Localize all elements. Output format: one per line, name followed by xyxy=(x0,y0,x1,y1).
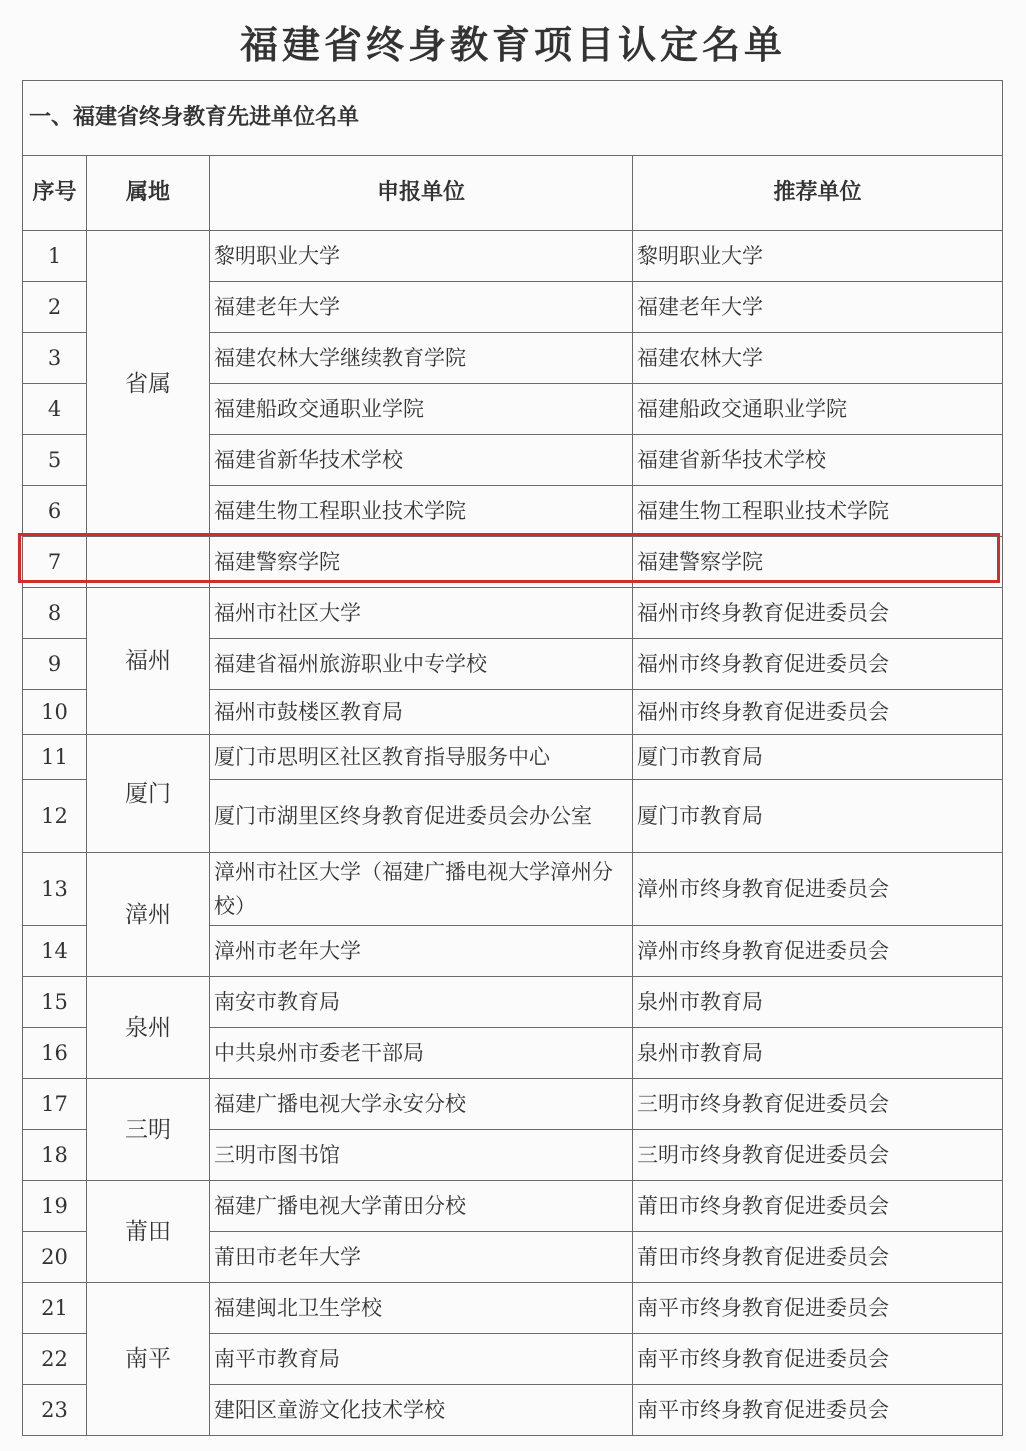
row-seq: 5 xyxy=(23,435,87,486)
row-unit: 福建老年大学 xyxy=(210,282,633,333)
table-row xyxy=(23,231,1003,282)
row-region: 南平 xyxy=(87,1283,210,1436)
row-seq: 7 xyxy=(23,537,87,588)
row-seq: 8 xyxy=(23,588,87,639)
row-unit: 厦门市湖里区终身教育促进委员会办公室 xyxy=(210,780,633,853)
row-seq: 19 xyxy=(23,1181,87,1232)
row-seq: 11 xyxy=(23,735,87,780)
row-seq: 18 xyxy=(23,1130,87,1181)
row-seq: 6 xyxy=(23,486,87,537)
row-recommender: 漳州市终身教育促进委员会 xyxy=(633,853,1003,926)
table-row xyxy=(23,588,1003,639)
row-recommender: 福州市终身教育促进委员会 xyxy=(633,588,1003,639)
row-unit: 漳州市社区大学（福建广播电视大学漳州分校） xyxy=(210,853,633,926)
table-row xyxy=(23,1181,1003,1232)
row-unit: 福州市鼓楼区教育局 xyxy=(210,690,633,735)
header-region: 属地 xyxy=(87,156,210,231)
row-unit: 福建广播电视大学莆田分校 xyxy=(210,1181,633,1232)
row-unit: 建阳区童游文化技术学校 xyxy=(210,1385,633,1436)
row-recommender: 福建省新华技术学校 xyxy=(633,435,1003,486)
row-recommender: 三明市终身教育促进委员会 xyxy=(633,1079,1003,1130)
header-unit: 申报单位 xyxy=(210,156,633,231)
row-unit: 福建农林大学继续教育学院 xyxy=(210,333,633,384)
row-recommender: 福州市终身教育促进委员会 xyxy=(633,690,1003,735)
row-recommender: 莆田市终身教育促进委员会 xyxy=(633,1232,1003,1283)
row-unit: 漳州市老年大学 xyxy=(210,926,633,977)
row-seq: 22 xyxy=(23,1334,87,1385)
row-recommender: 福建船政交通职业学院 xyxy=(633,384,1003,435)
row-seq: 15 xyxy=(23,977,87,1028)
row-unit: 福建省新华技术学校 xyxy=(210,435,633,486)
row-recommender: 黎明职业大学 xyxy=(633,231,1003,282)
row-recommender: 福建生物工程职业技术学院 xyxy=(633,486,1003,537)
row-recommender: 南平市终身教育促进委员会 xyxy=(633,1334,1003,1385)
row-unit: 莆田市老年大学 xyxy=(210,1232,633,1283)
table-row xyxy=(23,537,1003,588)
row-seq: 9 xyxy=(23,639,87,690)
row-recommender: 厦门市教育局 xyxy=(633,780,1003,853)
table-row xyxy=(23,1079,1003,1130)
table-row xyxy=(23,1283,1003,1334)
row-unit: 福建省福州旅游职业中专学校 xyxy=(210,639,633,690)
row-unit: 福建生物工程职业技术学院 xyxy=(210,486,633,537)
row-unit: 福建船政交通职业学院 xyxy=(210,384,633,435)
page-title: 福建省终身教育项目认定名单 xyxy=(239,23,786,67)
row-seq: 17 xyxy=(23,1079,87,1130)
table-header-row xyxy=(23,156,1003,231)
row-recommender: 南平市终身教育促进委员会 xyxy=(633,1283,1003,1334)
row-seq: 4 xyxy=(23,384,87,435)
row-recommender: 福建警察学院 xyxy=(633,537,1003,588)
row-unit: 福建闽北卫生学校 xyxy=(210,1283,633,1334)
table-row xyxy=(23,853,1003,926)
row-unit: 南安市教育局 xyxy=(210,977,633,1028)
row-recommender: 三明市终身教育促进委员会 xyxy=(633,1130,1003,1181)
row-seq: 1 xyxy=(23,231,87,282)
row-unit: 福建广播电视大学永安分校 xyxy=(210,1079,633,1130)
row-unit: 厦门市思明区社区教育指导服务中心 xyxy=(210,735,633,780)
section-heading-row xyxy=(23,81,1003,156)
row-unit: 黎明职业大学 xyxy=(210,231,633,282)
row-seq: 10 xyxy=(23,690,87,735)
row-recommender: 莆田市终身教育促进委员会 xyxy=(633,1181,1003,1232)
unit-list-table xyxy=(22,80,1003,1436)
row-unit: 南平市教育局 xyxy=(210,1334,633,1385)
row-recommender: 漳州市终身教育促进委员会 xyxy=(633,926,1003,977)
row-region: 三明 xyxy=(87,1079,210,1181)
row-region: 厦门 xyxy=(87,735,210,853)
row-region: 泉州 xyxy=(87,977,210,1079)
row-seq: 20 xyxy=(23,1232,87,1283)
row-recommender: 福建农林大学 xyxy=(633,333,1003,384)
row-recommender: 福州市终身教育促进委员会 xyxy=(633,639,1003,690)
row-region-empty xyxy=(87,537,210,588)
table-row xyxy=(23,977,1003,1028)
row-unit: 福建警察学院 xyxy=(210,537,633,588)
row-seq: 23 xyxy=(23,1385,87,1436)
row-seq: 13 xyxy=(23,853,87,926)
row-unit: 福州市社区大学 xyxy=(210,588,633,639)
header-recommender: 推荐单位 xyxy=(633,156,1003,231)
row-unit: 中共泉州市委老干部局 xyxy=(210,1028,633,1079)
row-recommender: 泉州市教育局 xyxy=(633,1028,1003,1079)
row-recommender: 南平市终身教育促进委员会 xyxy=(633,1385,1003,1436)
row-seq: 3 xyxy=(23,333,87,384)
row-region: 省属 xyxy=(87,231,210,537)
row-unit: 三明市图书馆 xyxy=(210,1130,633,1181)
row-seq: 2 xyxy=(23,282,87,333)
row-region: 莆田 xyxy=(87,1181,210,1283)
row-region: 漳州 xyxy=(87,853,210,977)
table-row xyxy=(23,735,1003,780)
row-recommender: 厦门市教育局 xyxy=(633,735,1003,780)
row-seq: 16 xyxy=(23,1028,87,1079)
header-seq: 序号 xyxy=(23,156,87,231)
row-seq: 12 xyxy=(23,780,87,853)
row-region: 福州 xyxy=(87,588,210,735)
row-recommender: 福建老年大学 xyxy=(633,282,1003,333)
section-title: 一、福建省终身教育先进单位名单 xyxy=(23,81,1003,156)
row-seq: 21 xyxy=(23,1283,87,1334)
row-seq: 14 xyxy=(23,926,87,977)
row-recommender: 泉州市教育局 xyxy=(633,977,1003,1028)
